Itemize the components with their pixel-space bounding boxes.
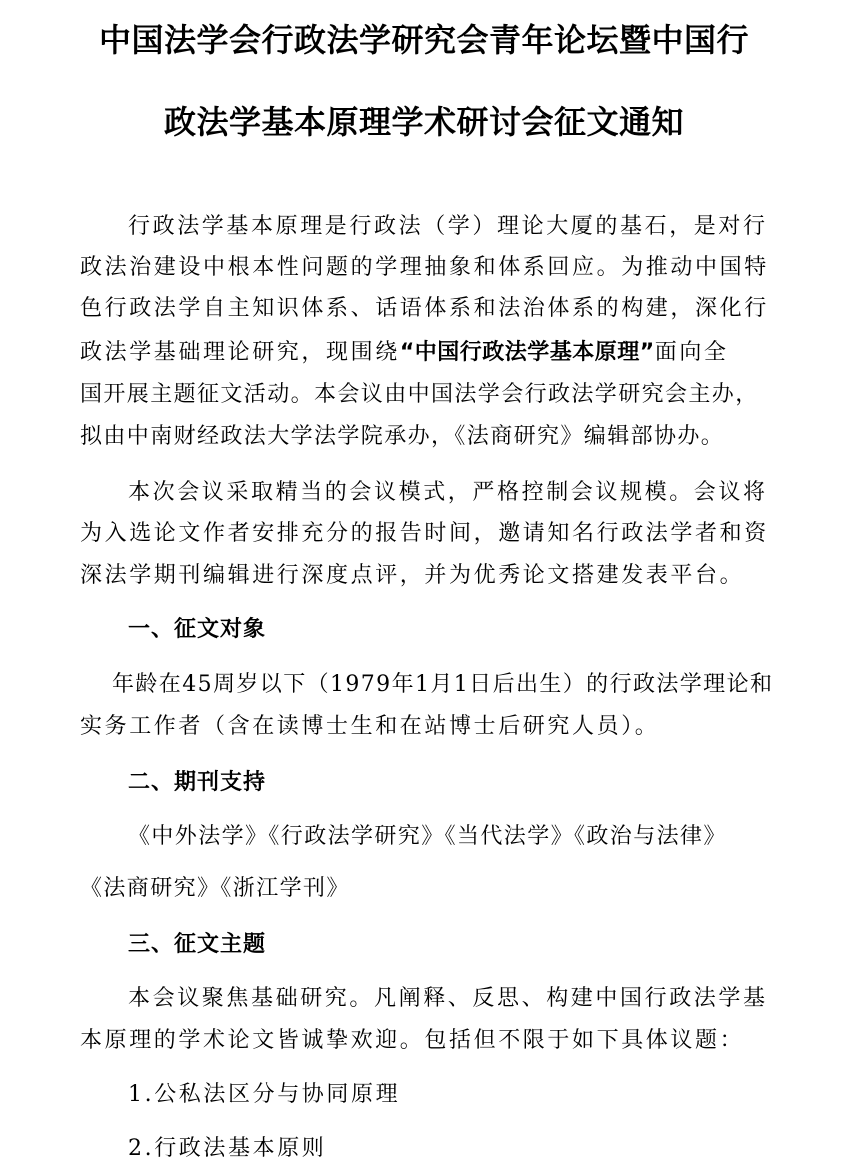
journals-line-2: 《法商研究》《浙江学刊》: [80, 876, 350, 901]
intro-line-4: [80, 338, 800, 368]
topic-item-1: 1.公私法区分与协同原理: [128, 1082, 401, 1107]
topics-intro-line-1: 本会议聚焦基础研究。凡阐释、反思、构建中国行政法学基: [128, 986, 768, 1011]
document-title-line-1: 中国法学会行政法学研究会青年论坛暨中国行: [98, 21, 749, 59]
intro-line-4-end: 面向全: [654, 340, 729, 365]
intro-line-3: 色行政法学自主知识体系、话语体系和法治体系的构建，深化行: [80, 296, 769, 321]
intro-line-4-start: 政法学基础理论研究，现围绕: [80, 340, 400, 365]
format-line-2: 为入选论文作者安排充分的报告时间，邀请知名行政法学者和资: [80, 521, 769, 546]
theme-emphasis: “中国行政法学基本原理”: [399, 340, 655, 365]
section-heading-eligibility: 一、征文对象: [128, 617, 267, 642]
format-line-3: 深法学期刊编辑进行深度点评，并为优秀论文搭建发表平台。: [80, 563, 745, 588]
eligibility-line-1: 年龄在45周岁以下（1979年1月1日后出生）的行政法学理论和: [112, 672, 774, 697]
section-heading-journals: 二、期刊支持: [128, 770, 267, 795]
intro-line-2: 政法治建设中根本性问题的学理抽象和体系回应。为推动中国特: [80, 255, 769, 280]
section-heading-topics: 三、征文主题: [128, 932, 267, 957]
intro-line-1: 行政法学基本原理是行政法（学）理论大厦的基石，是对行: [128, 214, 768, 239]
intro-line-6: 拟由中南财经政法大学法学院承办，《法商研究》编辑部协办。: [80, 424, 725, 449]
document-title-line-2: 政法学基本原理学术研讨会征文通知: [163, 103, 684, 141]
format-line-1: 本次会议采取精当的会议模式，严格控制会议规模。会议将: [128, 480, 768, 505]
intro-line-5: 国开展主题征文活动。本会议由中国法学会行政法学研究会主办，: [80, 382, 759, 407]
topic-item-2: 2.行政法基本原则: [128, 1136, 327, 1161]
eligibility-line-2: 实务工作者（含在读博士生和在站博士后研究人员）。: [80, 714, 660, 739]
journals-line-1: 《中外法学》《行政法学研究》《当代法学》《政治与法律》: [128, 824, 727, 849]
topics-intro-line-2: 本原理的学术论文皆诚挚欢迎。包括但不限于如下具体议题：: [80, 1028, 745, 1053]
